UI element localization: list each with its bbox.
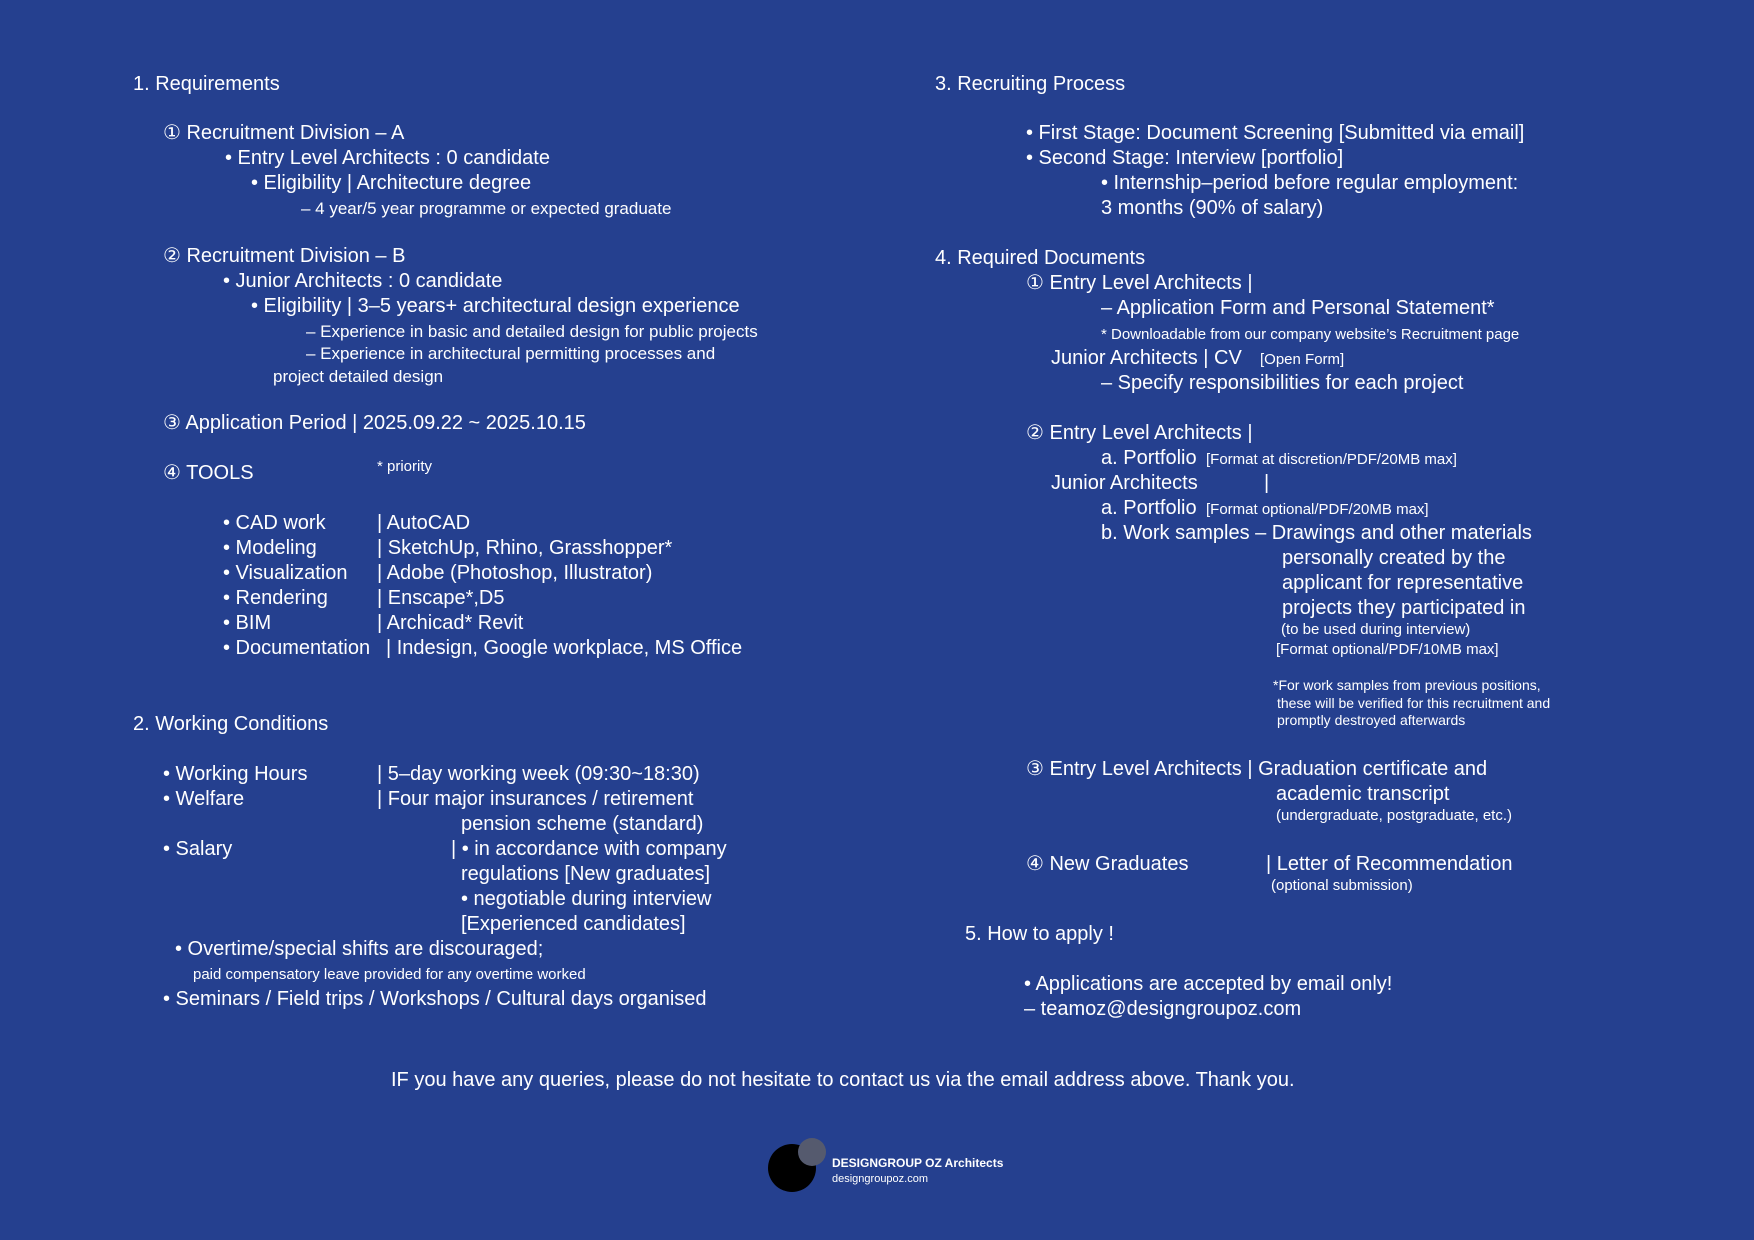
d1-resp: – Specify responsibilities for each project — [1101, 372, 1464, 394]
tool-render-value: | Enscape*,D5 — [377, 587, 505, 609]
d2-work2: personally created by the — [1282, 547, 1506, 569]
d2-note1: *For work samples from previous positions, — [1273, 677, 1541, 693]
tool-cad-label: • CAD work — [223, 512, 326, 534]
section-5-title: 5. How to apply ! — [965, 923, 1114, 945]
overtime: • Overtime/special shifts are discouraged; — [175, 938, 544, 960]
tool-modeling-label: • Modeling — [223, 537, 317, 559]
d2-junior: Junior Architects — [1051, 472, 1198, 494]
d2-work5: (to be used during interview) — [1281, 621, 1471, 638]
d2-work4: projects they participated in — [1282, 597, 1526, 619]
d2-portfolio2-fmt: [Format optional/PDF/20MB max] — [1206, 501, 1429, 518]
section-2-title: 2. Working Conditions — [133, 713, 329, 735]
apply-line1: • Applications are accepted by email only! — [1024, 973, 1393, 995]
elig-b-note1: – Experience in basic and detailed design for public projects — [306, 322, 758, 341]
d1-form: – Application Form and Personal Statement* — [1101, 297, 1495, 319]
hours-value: | 5–day working week (09:30~18:30) — [377, 763, 700, 785]
logo-circle-small — [798, 1138, 826, 1166]
section-3-title: 3. Recruiting Process — [935, 73, 1126, 95]
d2-portfolio: a. Portfolio — [1101, 447, 1197, 469]
d1-note: * Downloadable from our company website’s Recruitment page — [1101, 326, 1520, 343]
footer-note: IF you have any queries, please do not hesitate to contact us via the email address above. Thank you. — [391, 1069, 1295, 1091]
d4-note: (optional submission) — [1271, 877, 1413, 894]
second-stage: • Second Stage: Interview [portfolio] — [1026, 147, 1344, 169]
welfare-label: • Welfare — [163, 788, 245, 810]
salary-label: • Salary — [163, 838, 233, 860]
d3c: (undergraduate, postgraduate, etc.) — [1276, 807, 1512, 824]
internship-1: • Internship–period before regular employment: — [1101, 172, 1519, 194]
brand-site[interactable]: designgroupoz.com — [832, 1173, 929, 1185]
welfare-value2: pension scheme (standard) — [461, 813, 704, 835]
tool-vis-value: | Adobe (Photoshop, Illustrator) — [377, 562, 653, 584]
tools-label: ④ TOOLS — [163, 462, 254, 484]
d4: ④ New Graduates — [1026, 853, 1189, 875]
div-a: ① Recruitment Division – A — [163, 122, 405, 144]
tool-bim-label: • BIM — [223, 612, 272, 634]
elig-a-note: – 4 year/5 year programme or expected graduate — [301, 199, 672, 218]
tool-modeling-value: | SketchUp, Rhino, Grasshopper* — [377, 537, 673, 559]
salary-value1: | • in accordance with company — [451, 838, 727, 860]
internship-2: 3 months (90% of salary) — [1101, 197, 1324, 219]
tools-priority: * priority — [377, 458, 433, 475]
salary-value2: regulations [New graduates] — [461, 863, 711, 885]
tool-doc-label: • Documentation — [223, 637, 371, 659]
logo — [768, 1138, 828, 1192]
elig-b-note3: project detailed design — [273, 367, 444, 386]
d2-work3: applicant for representative — [1282, 572, 1524, 594]
elig-b-note2: – Experience in architectural permitting processes and — [306, 344, 716, 363]
d2-portfolio2: a. Portfolio — [1101, 497, 1197, 519]
welfare-value1: | Four major insurances / retirement — [377, 788, 694, 810]
d1-junior-open: [Open Form] — [1260, 351, 1345, 368]
overtime-note: paid compensatory leave provided for any overtime worked — [193, 966, 586, 983]
hours-label: • Working Hours — [163, 763, 308, 785]
d4-value: | Letter of Recommendation — [1266, 853, 1513, 875]
salary-value3: • negotiable during interview — [461, 888, 712, 910]
d2-note2: these will be verified for this recruitment and — [1277, 695, 1551, 711]
tool-doc-value: | Indesign, Google workplace, MS Office — [386, 637, 743, 659]
seminars: • Seminars / Field trips / Workshops / Cultural days organised — [163, 988, 707, 1010]
tool-vis-label: • Visualization — [223, 562, 348, 584]
d2-work6: [Format optional/PDF/10MB max] — [1276, 641, 1499, 658]
elig-b: • Eligibility | 3–5 years+ architectural design experience — [251, 295, 740, 317]
tool-cad-value: | AutoCAD — [377, 512, 471, 534]
d1-junior: Junior Architects | CV — [1051, 347, 1242, 369]
d2-junior-bar: | — [1264, 472, 1270, 494]
salary-value4: [Experienced candidates] — [461, 913, 686, 935]
d1-entry: ① Entry Level Architects | — [1026, 272, 1253, 294]
brand-name: DESIGNGROUP OZ Architects — [832, 1156, 1004, 1170]
first-stage: • First Stage: Document Screening [Submitted via email] — [1026, 122, 1525, 144]
elig-a: • Eligibility | Architecture degree — [251, 172, 532, 194]
d2-entry: ② Entry Level Architects | — [1026, 422, 1253, 444]
tool-render-label: • Rendering — [223, 587, 328, 609]
div-b: ② Recruitment Division – B — [163, 245, 406, 267]
d2-portfolio-fmt: [Format at discretion/PDF/20MB max] — [1206, 451, 1457, 468]
application-period: ③ Application Period | 2025.09.22 ~ 2025.10.15 — [163, 412, 586, 434]
d3b: academic transcript — [1276, 783, 1450, 805]
d2-work: b. Work samples – Drawings and other materials — [1101, 522, 1532, 544]
entry-level: • Entry Level Architects : 0 candidate — [225, 147, 550, 169]
section-1-title: 1. Requirements — [133, 73, 280, 95]
section-4-title: 4. Required Documents — [935, 247, 1146, 269]
junior: • Junior Architects : 0 candidate — [223, 270, 503, 292]
apply-line2[interactable]: – teamoz@designgroupoz.com — [1024, 998, 1302, 1020]
d3: ③ Entry Level Architects | Graduation certificate and — [1026, 758, 1488, 780]
d2-note3: promptly destroyed afterwards — [1277, 712, 1466, 728]
tool-bim-value: | Archicad* Revit — [377, 612, 524, 634]
